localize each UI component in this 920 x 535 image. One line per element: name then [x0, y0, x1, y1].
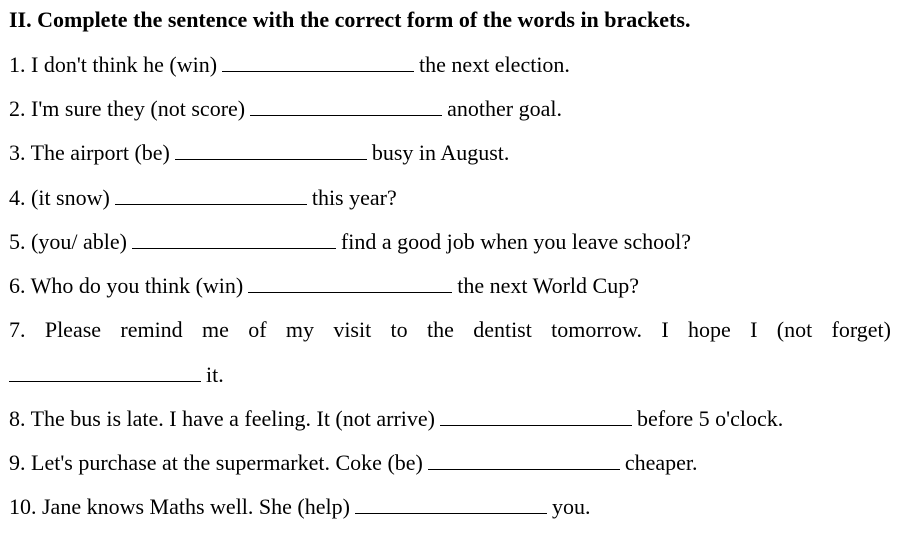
- question-10-text: 10. Jane knows Maths well. She (help): [9, 494, 350, 519]
- question-6-text: 6. Who do you think (win): [9, 273, 244, 298]
- question-5: [9, 228, 691, 256]
- question-9: [9, 449, 698, 477]
- question-6: [9, 272, 639, 300]
- answer-blank-7[interactable]: [9, 361, 201, 382]
- answer-blank-8[interactable]: [440, 405, 632, 426]
- question-3-tail: busy in August.: [371, 140, 510, 165]
- answer-blank-9[interactable]: [428, 449, 620, 470]
- question-9-text: 9. Let's purchase at the supermarket. Coke (be): [9, 450, 423, 475]
- question-1: [9, 51, 570, 79]
- question-1-text: 1. I don't think he (win): [9, 52, 218, 77]
- question-4-text: 4. (it snow): [9, 185, 110, 210]
- answer-blank-1[interactable]: [222, 51, 414, 72]
- question-2-tail: another goal.: [447, 96, 562, 121]
- question-2-text: 2. I'm sure they (not score): [9, 96, 246, 121]
- answer-blank-10[interactable]: [355, 493, 547, 514]
- question-8-tail: before 5 o'clock.: [637, 406, 784, 431]
- question-10-tail: you.: [551, 494, 591, 519]
- question-7-tail: it.: [206, 362, 224, 387]
- question-8: [9, 405, 783, 433]
- answer-blank-3[interactable]: [175, 139, 367, 160]
- question-3: [9, 139, 509, 167]
- answer-blank-4[interactable]: [115, 184, 307, 205]
- question-1-tail: the next election.: [419, 52, 570, 77]
- question-6-tail: the next World Cup?: [457, 273, 639, 298]
- question-9-tail: cheaper.: [624, 450, 698, 475]
- question-8-text: 8. The bus is late. I have a feeling. It (not arrive): [9, 406, 435, 431]
- question-5-tail: find a good job when you leave school?: [340, 229, 691, 254]
- answer-blank-2[interactable]: [250, 95, 442, 116]
- question-4-tail: this year?: [311, 185, 397, 210]
- question-4: [9, 184, 397, 212]
- question-2: [9, 95, 562, 123]
- question-7: 7. Please remind me of my visit to the dentist tomorrow. I hope I (not forget): [9, 317, 891, 342]
- question-7-continuation: [9, 361, 224, 389]
- question-10: [9, 493, 590, 521]
- question-3-text: 3. The airport (be): [9, 140, 170, 165]
- exercise-heading: II. Complete the sentence with the correct form of the words in brackets.: [9, 7, 691, 32]
- question-5-text: 5. (you/ able): [9, 229, 127, 254]
- answer-blank-5[interactable]: [132, 228, 336, 249]
- answer-blank-6[interactable]: [248, 272, 452, 293]
